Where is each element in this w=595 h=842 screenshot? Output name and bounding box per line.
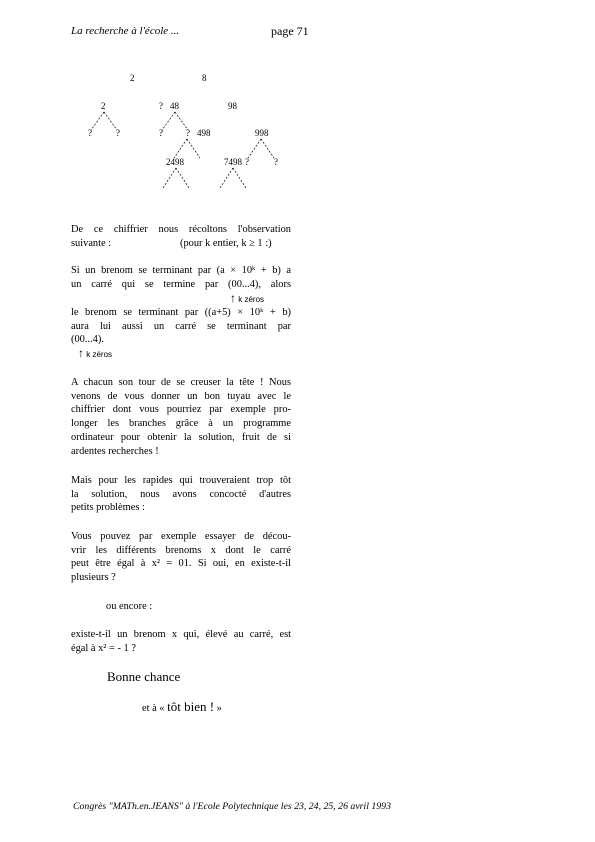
text-fragment: suivante : [71,237,112,249]
tree-node: 48 [170,101,179,111]
text-line: Si un brenom se terminant par (a × 10ᵏ + b) a [71,265,291,276]
arrow-up-icon: ↑ [230,291,236,305]
text-line: ou encore : [106,601,153,612]
rule-paragraph [71,264,291,291]
bonne-chance-heading: Bonne chance [107,669,181,684]
text-fragment: et à « [142,703,168,714]
chiffrier-tree-diagram [60,60,320,200]
text-fragment: (pour k entier, k ≥ 1 :) [180,237,272,249]
running-header: La recherche à l'école ... [71,25,180,37]
tree-node: ? [116,128,120,138]
tree-node: 98 [228,101,237,111]
text-line: Mais pour les rapides qui trouveraient trop tôt [71,475,291,486]
text-line [71,237,291,251]
rapides-paragraph [71,474,291,515]
tree-node: 7498 [224,157,242,167]
text-line: le brenom se terminant par ((a+5) × 10ᵏ + b) [71,307,291,318]
text-line: plusieurs ? [71,572,116,584]
text-line: Vous pouvez par exemple essayer de décou- [71,531,291,542]
text-line: chiffrier dont vous pourriez par exemple pro- [71,404,291,416]
annotation-label: k zéros [238,295,265,304]
tree-node: 8 [202,73,207,83]
tree-node: ? [88,128,92,138]
annotation-label: k zéros [86,350,113,359]
page-number: page 71 [271,24,309,38]
text-line: un carré qui se termine par (00...4), alors [71,278,291,290]
tree-node: 498 [197,128,211,138]
text-line: petits problèmes : [71,502,145,514]
text-line: ordinateur pour obtenir la solution, fruit de si [71,431,291,443]
page-footer: Congrès "MATh.en.JEANS" à l'Ecole Polytechnique les 23, 24, 25, 26 avril 1993 [73,801,391,812]
tree-node: ? [274,157,278,167]
tree-node: 2 [130,73,135,83]
challenge-paragraph [71,376,291,458]
k-zeros-annotation [230,291,264,305]
observation-paragraph [71,223,291,250]
k-zeros-annotation [78,346,112,360]
text-line: vrir les différents brenoms x dont le carré [71,544,291,556]
text-line: peut être égal à x² = 01. Si oui, en existe-t-il [71,558,291,570]
tree-node: ? [159,101,163,111]
tree-node: 2 [101,101,106,111]
text-line: égal à x² = - 1 ? [71,642,136,654]
text-line: aura lui aussi un carré se terminant par [71,320,291,332]
text-line: venons de vous donner un bon tuyau avec le [71,390,291,402]
ou-encore-text [106,600,326,614]
text-line: la solution, nous avons concocté d'autres [71,488,291,500]
tree-node: ? [159,128,163,138]
tree-node: 998 [255,128,269,138]
tree-node: 2498 [166,157,184,167]
rule-paragraph-continued [71,306,291,347]
text-line: De ce chiffrier nous récoltons l'observation [71,224,291,235]
text-line: existe-t-il un brenom x qui, élevé au carré, est [71,629,291,640]
text-line: ardentes recherches ! [71,445,159,457]
tree-node: ? [245,157,249,167]
text-line: longer les branches grâce à un programme [71,418,291,430]
text-line: A chacun son tour de se creuser la tête ! Nous [71,377,291,388]
problem-paragraph [71,530,291,585]
tree-node: ? [186,128,190,138]
arrow-up-icon: ↑ [78,346,84,360]
text-fragment: tôt bien ! [167,699,215,714]
second-problem-paragraph [71,628,291,655]
text-line: (00...4). [71,334,104,346]
et-a-tot-bien-text [142,699,222,715]
text-fragment: » [214,703,222,714]
